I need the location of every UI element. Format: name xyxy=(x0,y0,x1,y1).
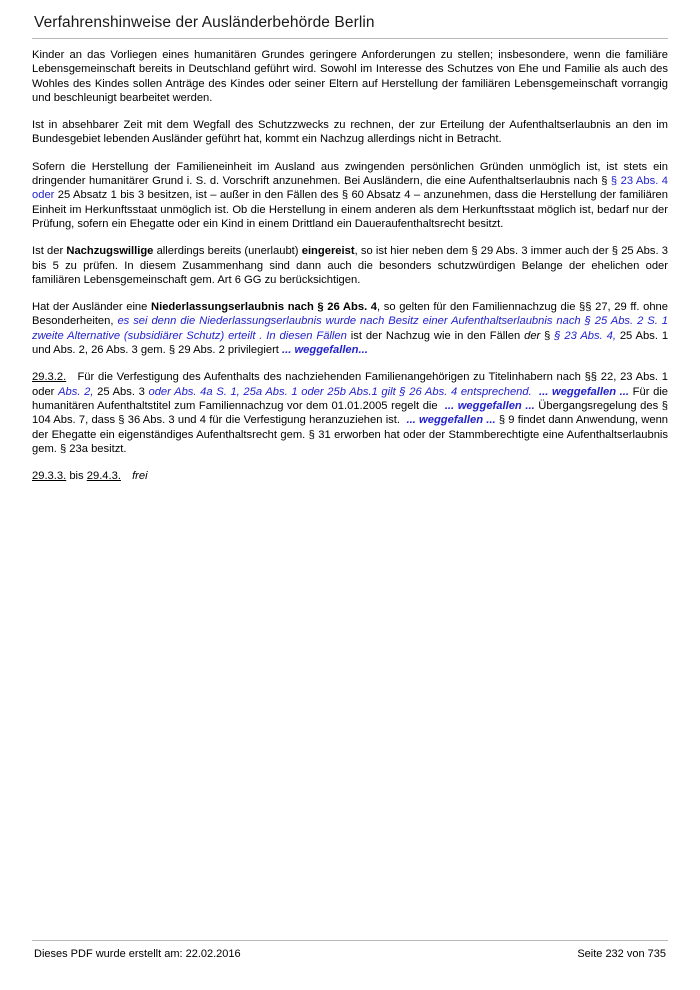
section-29-3-2-text-e: § 9 findet dann Anwendung, wenn der Ehegatte ein eigenständiges Aufenthaltsrecht gem. § 31 erworben hat oder der Stammberechtigte eine Aufenthaltserlaubnis gem. § 23a besitzt. xyxy=(32,414,669,455)
paragraph-4-bold-1: Nachzugswillige xyxy=(66,245,154,258)
section-29-3-2-highlight-4: ... weggefallen ... xyxy=(444,399,535,412)
section-29-3-3-to-29-4-3 xyxy=(32,469,668,483)
section-29-3-2-text-b: 25 Abs. 3 xyxy=(97,385,145,398)
paragraph-5-text-d: der xyxy=(524,329,541,342)
section-29-3-2-highlight-3: ... weggefallen ... xyxy=(539,385,630,398)
paragraph-5-text-a: Hat der Ausländer eine xyxy=(32,301,148,314)
paragraph-3-text-a: Sofern die Herstellung der Familieneinheit im Ausland aus zwingenden persönlichen Gründen unmöglich ist, ist stets ein dringender humanitärer Grund i. S. d. Vorschrift anzunehmen. Bei Ausländern, die eine Aufenthaltserlaubnis nach § xyxy=(32,160,668,188)
page-title: Verfahrenshinweise der Ausländerbehörde Berlin xyxy=(34,14,375,31)
paragraph-4-text-c: , so ist hier neben dem § 29 Abs. 3 immer auch der § 25 Abs. 3 bis 5 zu prüfen. In diesem Zusammenhang sind dann auch die besonders schutzwürdigen Belange der ehelichen oder familiären Lebensgemeinschaft gem. Art 6 GG zu berücksichtigen. xyxy=(32,245,669,286)
section-29-3-2-highlight-2: oder Abs. 4a S. 1, 25a Abs. 1 oder 25b Abs.1 gilt § 26 Abs. 4 entsprechend. xyxy=(148,385,532,398)
range-connector: bis xyxy=(69,470,84,483)
paragraph-5-bold-1: Niederlassungserlaubnis nach § 26 Abs. 4 xyxy=(151,301,378,314)
section-29-4-3-number: 29.4.3. xyxy=(86,470,121,483)
section-29-3-2-text-a: Für die Verfestigung des Aufenthalts des nachziehenden Familienangehörigen zu Titelinhabern nach §§ 22, 23 Abs. 1 oder xyxy=(32,371,668,398)
title-divider xyxy=(32,38,668,39)
paragraph-5-text-c: ist der Nachzug wie in den Fällen xyxy=(350,329,521,342)
paragraph-2 xyxy=(32,118,668,147)
section-29-3-2-highlight-5: ... weggefallen ... xyxy=(406,414,496,427)
section-29-3-2-text-c: Für die humanitären Aufenthaltstitel zum Familiennachzug vor dem 01.01.2005 regelt die xyxy=(32,385,669,412)
section-29-3-2-number: 29.3.2. xyxy=(32,371,67,384)
paragraph-4 xyxy=(32,244,668,287)
paragraph-5-highlight-3: ... weggefallen... xyxy=(282,344,368,357)
paragraph-4-bold-2: eingereist xyxy=(301,245,355,258)
paragraph-5-highlight-1: es sei denn die Niederlassungserlaubnis wurde nach Besitz einer Aufenthaltserlaubnis nach § 25 Abs. 2 S. 1 zweite Alternative (subsidiärer Schutz) erteilt . In diesen Fällen xyxy=(32,315,668,342)
paragraph-5-text-e: § xyxy=(544,329,551,342)
footer-created-text: Dieses PDF wurde erstellt am: 22.02.2016 xyxy=(34,948,241,960)
paragraph-4-text-b: allerdings bereits (unerlaubt) xyxy=(156,245,299,258)
page-footer xyxy=(32,940,668,968)
section-status-frei: frei xyxy=(132,470,148,483)
paragraph-5-text-f: 25 Abs. 1 und Abs. 2, 26 Abs. 3 gem. § 29 Abs. 2 privilegiert xyxy=(32,329,669,357)
paragraph-5-text-b: , so gelten für den Familiennachzug die §§ 27, 29 ff. ohne Besonderheiten, xyxy=(32,301,668,328)
paragraph-2-text: Ist in absehbarer Zeit mit dem Wegfall des Schutzzwecks zu rechnen, der zur Erteilung der Aufenthaltserlaubnis an den im Bundesgebiet lebenden Ausländer geführt hat, kommt ein Nachzug allerdings nicht in Betracht. xyxy=(32,119,668,146)
paragraph-5-highlight-2: § 23 Abs. 4, xyxy=(554,329,616,342)
paragraph-3-highlight: § 23 Abs. 4 oder xyxy=(32,175,669,202)
section-29-3-2-highlight-1: Abs. 2, xyxy=(58,385,94,398)
paragraph-3 xyxy=(32,160,668,231)
footer-page-number: Seite 232 von 735 xyxy=(577,948,666,960)
section-29-3-3-number: 29.3.3. xyxy=(32,470,67,483)
document-body xyxy=(32,48,668,483)
section-29-3-2-text-d: Übergangsregelung des § 104 Abs. 7, dass § 36 Abs. 3 und 4 für die Verfestigung heranzuziehen ist. xyxy=(32,399,668,427)
section-29-3-2 xyxy=(32,370,668,456)
paragraph-4-text-a: Ist der xyxy=(32,245,64,258)
footer-divider xyxy=(32,940,668,941)
paragraph-1 xyxy=(32,48,668,105)
paragraph-3-text-b: 25 Absatz 1 bis 3 besitzen, ist – außer in den Fällen des § 60 Absatz 4 – anzunehmen, dass die Herstellung der familiären Einheit im Herkunftsstaat unmöglich ist. Ob die Herstellung in einem anderen als dem Herkunftsstaat möglich ist, bedarf nur der Prüfung, sofern ein Ehegatte oder ein Kind in einem Drittland ein Daueraufenthaltsrecht besitzt. xyxy=(32,189,668,230)
paragraph-1-text: Kinder an das Vorliegen eines humanitären Grundes geringere Anforderungen zu stellen; insbesondere, wenn die familiäre Lebensgemeinschaft bereits in Deutschland geführt wird. Sowohl im Interesse des Schutzes von Ehe und Familie als auch des Wohles des Kindes sollen Anträge des Kindes oder seiner Eltern auf Herstellung der familiären Lebensgemeinschaft vorrangig und beschleunigt bearbeitet werden. xyxy=(32,49,668,104)
paragraph-5 xyxy=(32,300,668,357)
